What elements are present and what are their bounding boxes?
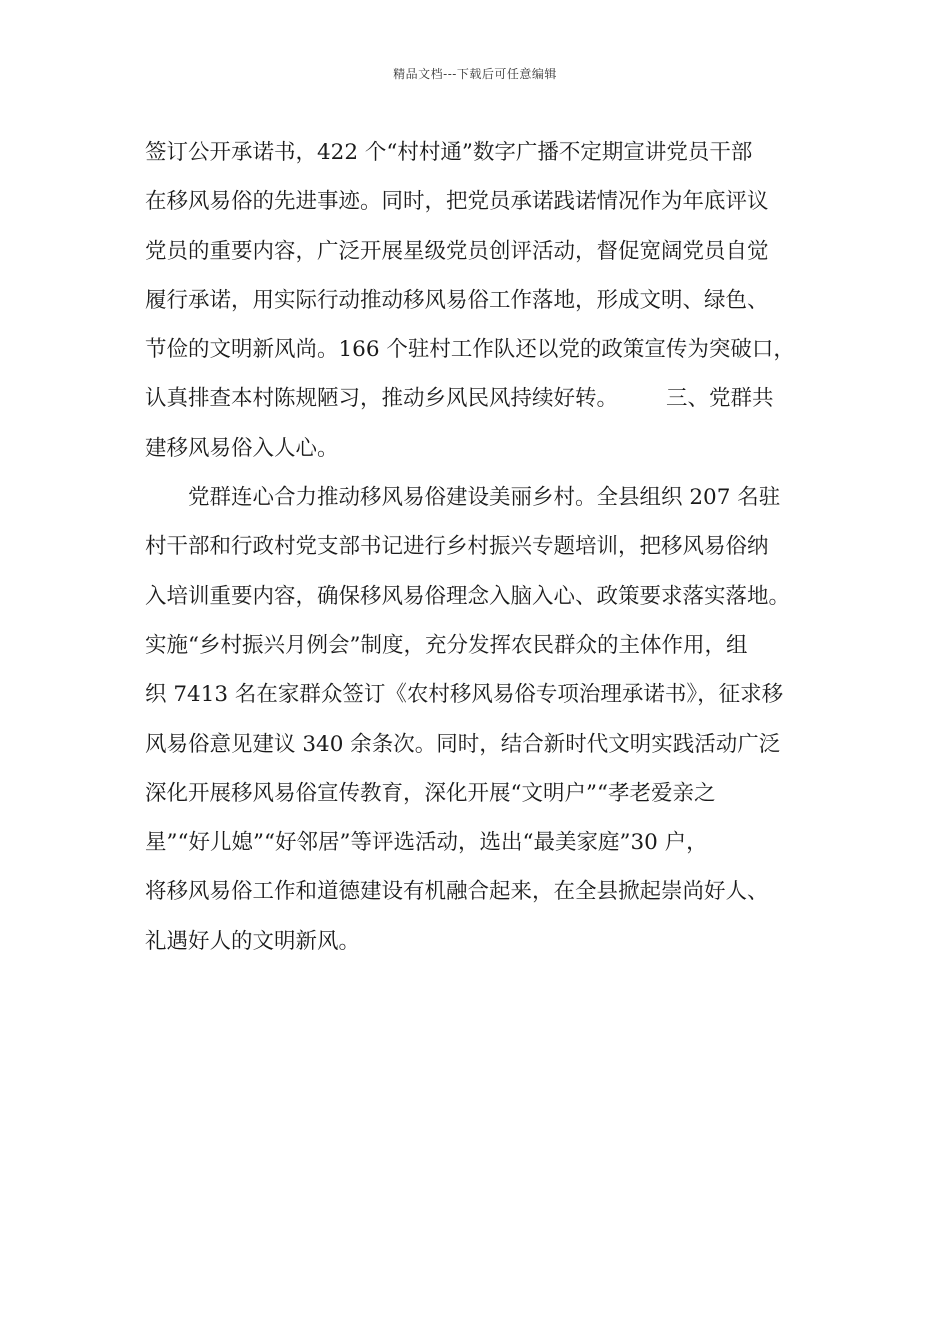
text-line: 党员的重要内容，广泛开展星级党员创评活动，督促宽阔党员自觉 xyxy=(145,238,769,264)
text-line: 织 7413 名在家群众签订《农村移风易俗专项治理承诺书》，征求移 xyxy=(145,682,784,708)
paragraph-2 xyxy=(145,473,835,966)
text-line-with-heading xyxy=(145,374,835,423)
text-line: 礼遇好人的文明新风。 xyxy=(145,928,361,954)
section-heading-start: 三、党群共 xyxy=(666,386,774,412)
text-line-first: 党群连心合力推动移风易俗建设美丽乡村。全县组织 207 名驻 xyxy=(188,485,781,511)
page-header: 精品文档---下载后可任意编辑 xyxy=(393,67,557,81)
text-line: 风易俗意见建议 340 余条次。同时，结合新时代文明实践活动广泛 xyxy=(145,731,781,757)
text-line-content: 认真排查本村陈规陋习，推动乡风民风持续好转。 xyxy=(145,386,619,412)
section-heading-end: 建移风易俗入人心。 xyxy=(145,435,339,461)
text-line: 星”“好儿媳”“好邻居”等评选活动，选出“最美家庭”30 户， xyxy=(145,830,708,856)
text-line: 节俭的文明新风尚。166 个驻村工作队还以党的政策宣传为突破口， xyxy=(145,337,795,363)
text-line: 签订公开承诺书，422 个“村村通”数字广播不定期宣讲党员干部 xyxy=(145,140,753,165)
text-line: 将移风易俗工作和道德建设有机融合起来，在全县掀起崇尚好人、 xyxy=(145,879,769,905)
text-line: 实施“乡村振兴月例会”制度，充分发挥农民群众的主体作用，组 xyxy=(145,632,748,658)
text-line: 在移风易俗的先进事迹。同时，把党员承诺践诺情况作为年底评议 xyxy=(145,189,769,215)
text-line: 履行承诺，用实际行动推动移风易俗工作落地，形成文明、绿色、 xyxy=(145,287,769,313)
text-line: 深化开展移风易俗宣传教育，深化开展“文明户”“孝老爱亲之 xyxy=(145,780,716,806)
text-line: 入培训重要内容，确保移风易俗理念入脑入心、政策要求落实落地。 xyxy=(145,583,791,609)
document-body xyxy=(145,128,835,966)
paragraph-1 xyxy=(145,128,835,473)
text-line: 村干部和行政村党支部书记进行乡村振兴专题培训，把移风易俗纳 xyxy=(145,534,769,560)
